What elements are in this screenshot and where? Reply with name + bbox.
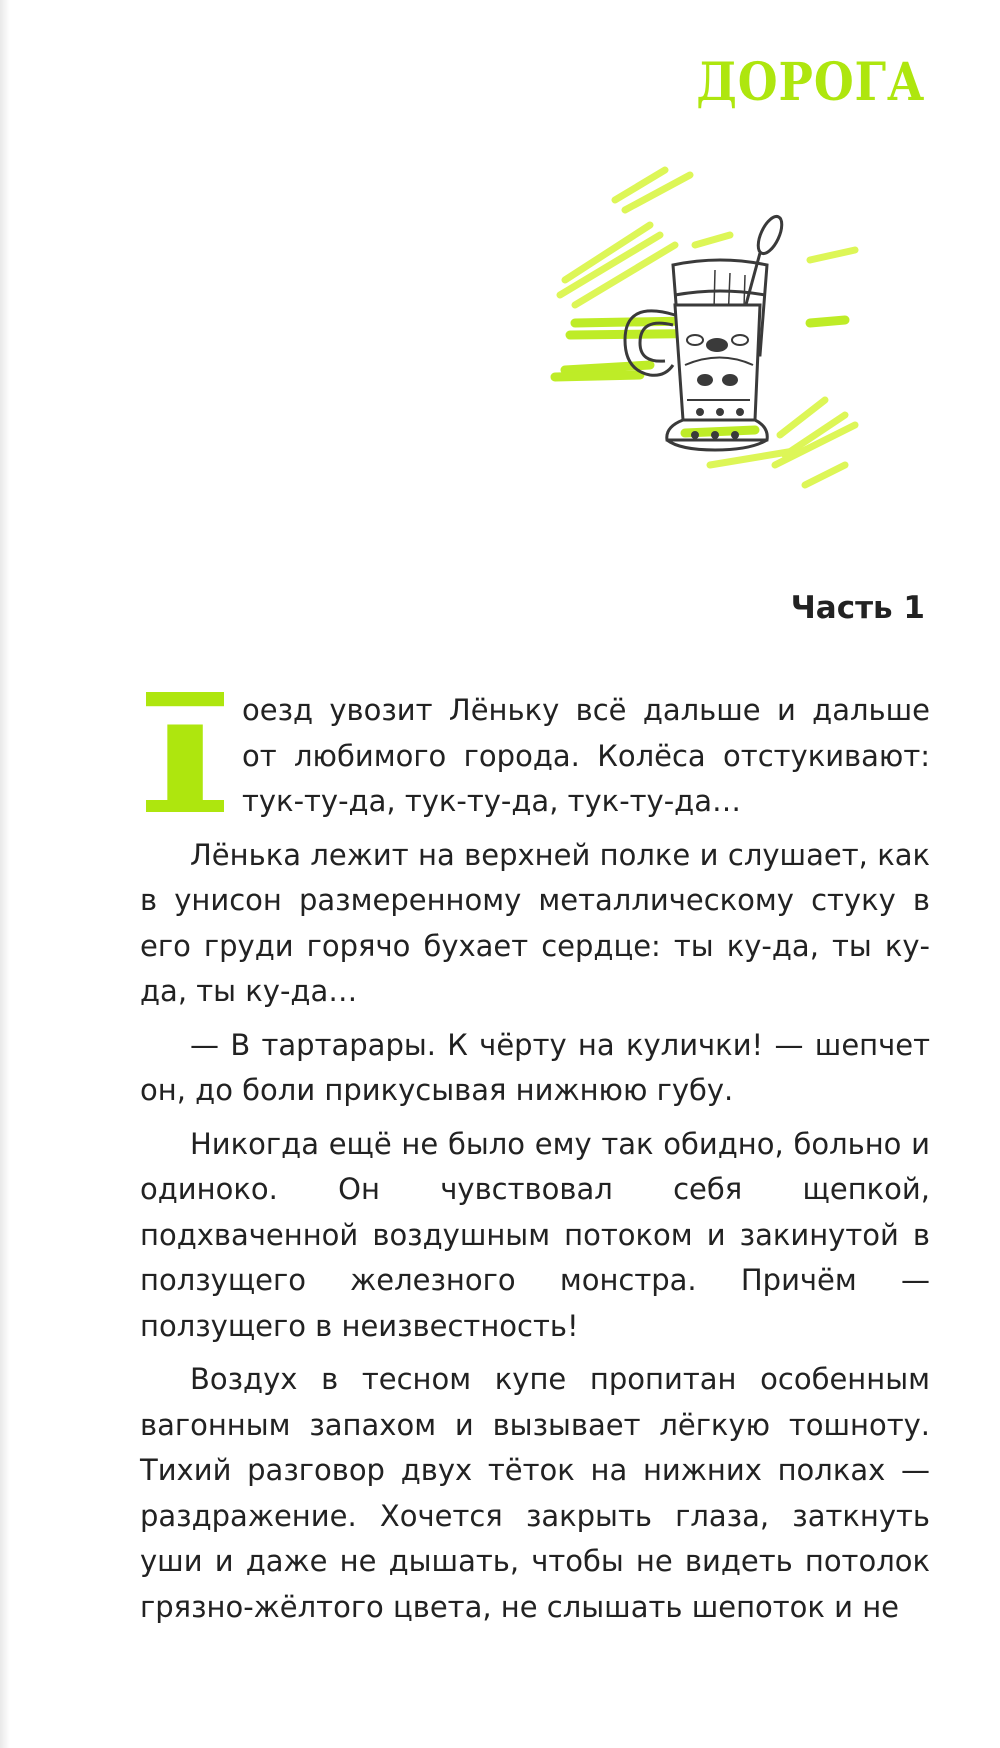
paragraph-2: Лёнька лежит на верхней полке и слушает, как в унисон размеренному металлическому стуку в его груди горячо бухает сердце: ты ку-да, ты ку-да, ты ку-да… [140, 837, 930, 1008]
part-label: Часть 1 [790, 590, 925, 626]
tea-glass-holder-icon [555, 165, 935, 565]
dropcap-letter [131, 682, 239, 831]
page-edge-shadow [0, 0, 10, 1748]
chapter-text [131, 682, 930, 1638]
dropcap-glyph: П [131, 682, 239, 831]
paragraph-4: Никогда ещё не было ему так обидно, больно и одиноко. Он чувствовал себя щепкой, подхваченной воздушным потоком и закинутой в ползущего железного монстра. Причём — ползущего в неизвестность! [140, 1126, 930, 1343]
paragraph-3: — В тартарары. К чёрту на кулички! — шепчет он, до боли прикусывая нижнюю губу. [140, 1027, 930, 1107]
chapter-title: ДОРОГА [696, 52, 925, 113]
paragraph-1 [131, 682, 930, 831]
paragraph-text: оезд увозит Лёньку всё дальше и дальше от любимого города. Колёса отстукивают: тук-ту-да, тук-ту-да, тук-ту-да… [242, 693, 930, 818]
paragraph-5: Воздух в тесном купе пропитан особенным вагонным запахом и вызывает лёгкую тошноту. Тихий разговор двух тёток на нижних полках — раздражение. Хочется закрыть глаза, заткнуть уши и даже не дышать, чтобы не видеть потолок грязно-жёлтого цвета, не слышать шепоток и не [140, 1362, 930, 1624]
